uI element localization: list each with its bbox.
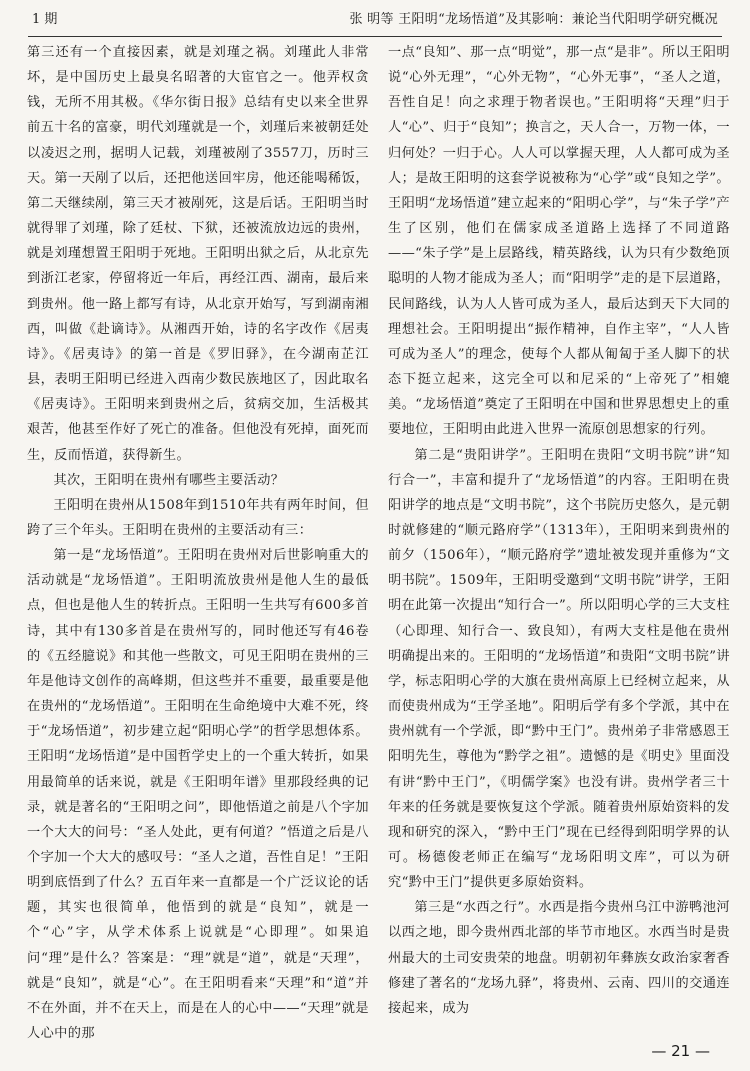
paragraph: 第一是“龙场悟道”。王阳明在贵州对后世影响重大的活动就是“龙场悟道”。王阳明流放贵州是他人生的最低点，但也是他人生的转折点。王阳明一生共写有600多首诗，其中有130多首是在贵州写的，同时他还写有46卷的《五经臆说》和其他一些散文，可见王阳明在贵州的三年是他诗文创作的高峰期，但这些并不重要，最重要是他在贵州的“龙场悟道”。王阳明在生命绝境中大难不死，终于“龙场悟道”，初步建立起“阳明心学”的哲学思想体系。王阳明“龙场悟道”是中国哲学史上的一个重大转折，如果用最简单的话来说，就是《王阳明年谱》里那段经典的记录，就是著名的“王阳明之问”，即他悟道之前是八个字加一个大大的问号：“圣人处此，更有何道？”悟道之后是八个字加一个大大的感叹号：“圣人之道，吾性自足！”王阳明到底悟到了什么？五百年来一直都是一个广泛议论的话题，其实也很简单，他悟到的就是“良知”，就是一个“心”字，从学术体系上说就是“心即理”。如果追问“理”是什么？答案是：“理”就是“道”，就是“天理”，就是“良知”，就是“心”。在王阳明看来“天理”和“道”并不在外面，并不在天上，而是在人的心中——“天理”就是人心中的那 (27, 548, 369, 1042)
paragraph: 王阳明在贵州从1508年到1510年共有两年时间，但跨了三个年头。王阳明在贵州的主要活动有三： (27, 497, 369, 538)
paragraph: 第三是“水西之行”。水西是指今贵州乌江中游鸭池河以西之地，即今贵州西北部的毕节市地区。水西当时是贵州最大的土司安贵荣的地盘。明朝初年彝族女政治家奢香修建了著名的“龙场九驿”，将贵州、云南、四川的交通连接起来，成为 (388, 900, 730, 1016)
left-column (27, 40, 369, 1046)
page-number: — 21 — (651, 1042, 710, 1060)
paragraph: 一点“良知”、那一点“明觉”，那一点“是非”。所以王阳明说“心外无理”，“心外无物”，“心外无事”，“圣人之道，吾性自足！向之求理于物者误也。”王阳明将“天理”归于人“心”、归于“良知”；换言之，天人合一，万物一体，一归何处？一归于心。人人可以掌握天理，人人都可成为圣人；是故王阳明的这套学说被称为“心学”或“良知之学”。王阳明“龙场悟道”建立起来的“阳明心学”，与“朱子学”产生了区别，他们在儒家成圣道路上选择了不同道路——“朱子学”是上层路线，精英路线，认为只有少数绝顶聪明的人物才能成为圣人；而“阳明学”走的是下层道路，民间路线，认为人人皆可成为圣人，最后达到天下大同的理想社会。王阳明提出“振作精神，自作主宰”，“人人皆可成为圣人”的理念，使每个人都从匍匐于圣人脚下的状态下挺立起来，这完全可以和尼采的“上帝死了”相媲美。“龙场悟道”奠定了王阳明在中国和世界思想史上的重要地位，王阳明由此进入世界一流原创思想家的行列。 (388, 45, 730, 438)
page-header (28, 8, 722, 37)
right-column (388, 40, 730, 1021)
running-title: 张 明等 王阳明“龙场悟道”及其影响：兼论当代阳明学研究概况 (349, 12, 718, 27)
paragraph: 其次，王阳明在贵州有哪些主要活动？ (53, 472, 285, 488)
paragraph: 第三还有一个直接因素，就是刘瑾之祸。刘瑾此人非常坏，是中国历史上最臭名昭著的大宦官之一。他弄权贪钱，无所不用其极。《华尔街日报》总结有史以来全世界前五十名的富豪，明代刘瑾就是一个，刘瑾后来被朝廷处以凌迟之刑，据明人记载，刘瑾被剐了3557刀，历时三天。第一天剐了以后，还把他送回牢房，他还能喝稀饭，第二天继续剐，第三天才被剐死，这是后话。王阳明当时就得罪了刘瑾，除了廷杖、下狱，还被流放边远的贵州，就是刘瑾想置王阳明于死地。王阳明出狱之后，从北京先到浙江老家，停留将近一年后，再经江西、湖南，最后来到贵州。他一路上都写有诗，从北京开始写，写到湖南湘西，叫做《赴谪诗》。从湘西开始，诗的名字改作《居夷诗》。《居夷诗》的第一首是《罗旧驿》，在今湖南芷江县，表明王阳明已经进入西南少数民族地区了，因此取名《居夷诗》。王阳明来到贵州之后，贫病交加，生活极其艰苦，他甚至作好了死亡的准备。但他没有死掉，面死而生，反而悟道，获得新生。 (27, 45, 369, 463)
issue-number: 1 期 (32, 12, 58, 27)
paragraph: 第二是“贵阳讲学”。王阳明在贵阳“文明书院”讲“知行合一”，丰富和提升了“龙场悟道”的内容。王阳明在贵阳讲学的地点是“文明书院”，这个书院历史悠久，是元朝时就修建的“顺元路府学”（1313年），王阳明来到贵州的前夕（1506年），“顺元路府学”遗址被发现并重修为“文明书院”。1509年，王阳明受邀到“文明书院”讲学，王阳明在此第一次提出“知行合一”。所以阳明心学的三大支柱（心即理、知行合一、致良知），有两大支柱是他在贵州明确提出来的。王阳明的“龙场悟道”和贵阳“文明书院”讲学，标志阳明心学的大旗在贵州高原上已经树立起来，从而使贵州成为“王学圣地”。阳明后学有多个学派，其中在贵州就有一个学派，即“黔中王门”。贵州弟子非常感恩王阳明先生，尊他为“黔学之祖”。遗憾的是《明史》里面没有讲“黔中王门”，《明儒学案》也没有讲。贵州学者三十年来的任务就是要恢复这个学派。随着贵州原始资料的发现和研究的深入，“黔中王门”现在已经得到阳明学界的认可。杨德俊老师正在编写“龙场阳明文库”，可以为研究“黔中王门”提供更多原始资料。 (388, 447, 730, 891)
